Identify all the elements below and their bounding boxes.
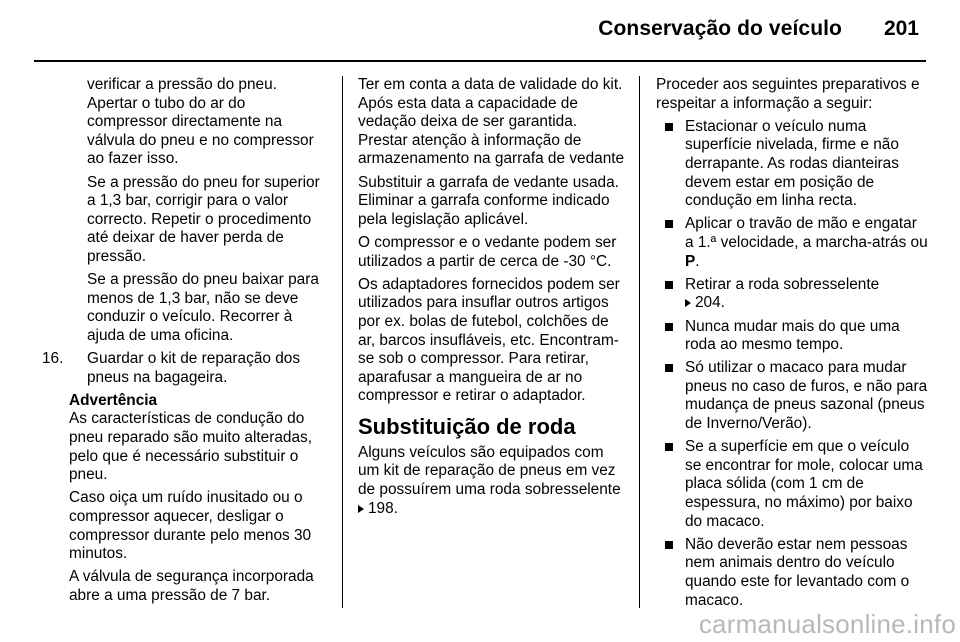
- page-reference-arrow-icon: [358, 505, 364, 513]
- list-item-text: Aplicar o travão de mão e engatar a 1.ª velocidade, a marcha-atrás ou: [685, 215, 928, 251]
- page-number: 201: [883, 17, 919, 40]
- step-16: [42, 350, 329, 387]
- page-reference[interactable]: 198.: [368, 499, 398, 517]
- column-middle: [358, 76, 628, 523]
- column-right: [656, 76, 928, 615]
- preparation-list: [656, 118, 928, 610]
- warning-paragraph-2: Caso oiça um ruído inusitado ou o compressor aquecer, desligar o compressor durante pelo menos 30 minutos.: [69, 489, 312, 563]
- list-item-text: Retirar a roda sobresselente: [685, 275, 880, 293]
- step-text: Guardar o kit de reparação dos pneus na bagageira.: [87, 350, 301, 386]
- list-item: Só utilizar o macaco para mudar pneus no caso de furos, e não para mudança de pneus sazonal (pneus de Inverno/Verão).: [665, 359, 928, 433]
- paragraph-temperature: O compressor e o vedante podem ser utilizados a partir de cerca de -30 °C.: [358, 233, 617, 270]
- page-reference[interactable]: 204.: [695, 294, 725, 312]
- paragraph-check-pressure: verificar a pressão do pneu. Apertar o tubo do ar do compressor directamente na válvula do pneu e no compressor ao fazer isso.: [87, 76, 314, 168]
- list-item: Nunca mudar mais do que uma roda ao mesmo tempo.: [665, 318, 928, 355]
- page-title: Conservação do veículo: [598, 17, 842, 40]
- warning-paragraph-1: As características de condução do pneu reparado são muito alteradas, pelo que é necessário substituir o pneu.: [69, 410, 312, 484]
- warning-block: [42, 392, 329, 606]
- paragraph-intro: Proceder aos seguintes preparativos e respeitar a informação a seguir:: [656, 76, 920, 112]
- page-reference-arrow-icon: [685, 299, 691, 307]
- paragraph-replace-bottle: Substituir a garrafa de vedante usada. Eliminar a garrafa conforme indicado pela legislação aplicável.: [358, 173, 619, 228]
- paragraph-spare-wheel: [358, 444, 628, 518]
- list-item: [665, 276, 928, 313]
- page-header: [0, 0, 960, 58]
- paragraph-pressure-above: Se a pressão do pneu for superior a 1,3 bar, corrigir para o valor correcto. Repetir o procedimento até deixar de haver perda de pressão.: [87, 173, 320, 265]
- column-divider-1: [342, 76, 343, 608]
- watermark: carmanualsonline.info: [698, 609, 956, 639]
- section-heading: Substituição de roda: [358, 413, 576, 439]
- list-item: Estacionar o veículo numa superfície nivelada, firme e não derrapante. As rodas dianteiras devem estar em posição de condução em linha recta.: [665, 118, 928, 211]
- list-item: [665, 215, 928, 271]
- list-item: Não deverão estar nem pessoas nem animais dentro do veículo quando este for levantado com o macaco.: [665, 536, 928, 610]
- step-number: 16.: [42, 350, 64, 368]
- gear-p: P: [685, 252, 696, 270]
- list-item: Se a superfície em que o veículo se encontrar for mole, colocar uma placa sólida (com 1 cm de espessura, no máximo) por baixo do macaco.: [665, 438, 928, 531]
- header-divider: [34, 60, 926, 62]
- list-item-end: .: [695, 252, 700, 270]
- column-divider-2: [639, 76, 640, 608]
- paragraph-adapters: Os adaptadores fornecidos podem ser utilizados para insuflar outros artigos por ex. bolas de futebol, colchões de ar, barcos insufláveis, etc. Encontram-se sob o compressor. Para retirar, aparafusar a mangueira de ar no compressor e retirar o adaptador.: [358, 275, 620, 405]
- warning-title: Advertência: [69, 391, 158, 409]
- paragraph-expiry: Ter em conta a data de validade do kit. Após esta data a capacidade de vedação deixa de ser garantida. Prestar atenção à informação de armazenamento na garrafa de vedante: [358, 76, 625, 168]
- column-left: [42, 76, 329, 610]
- paragraph-spare-wheel-text: Alguns veículos são equipados com um kit de reparação de pneus em vez de possuírem uma roda sobresselente: [358, 443, 621, 499]
- warning-paragraph-3: A válvula de segurança incorporada abre a uma pressão de 7 bar.: [69, 568, 314, 604]
- paragraph-pressure-below: Se a pressão do pneu baixar para menos de 1,3 bar, não se deve conduzir o veículo. Recorrer à ajuda de uma oficina.: [87, 271, 319, 344]
